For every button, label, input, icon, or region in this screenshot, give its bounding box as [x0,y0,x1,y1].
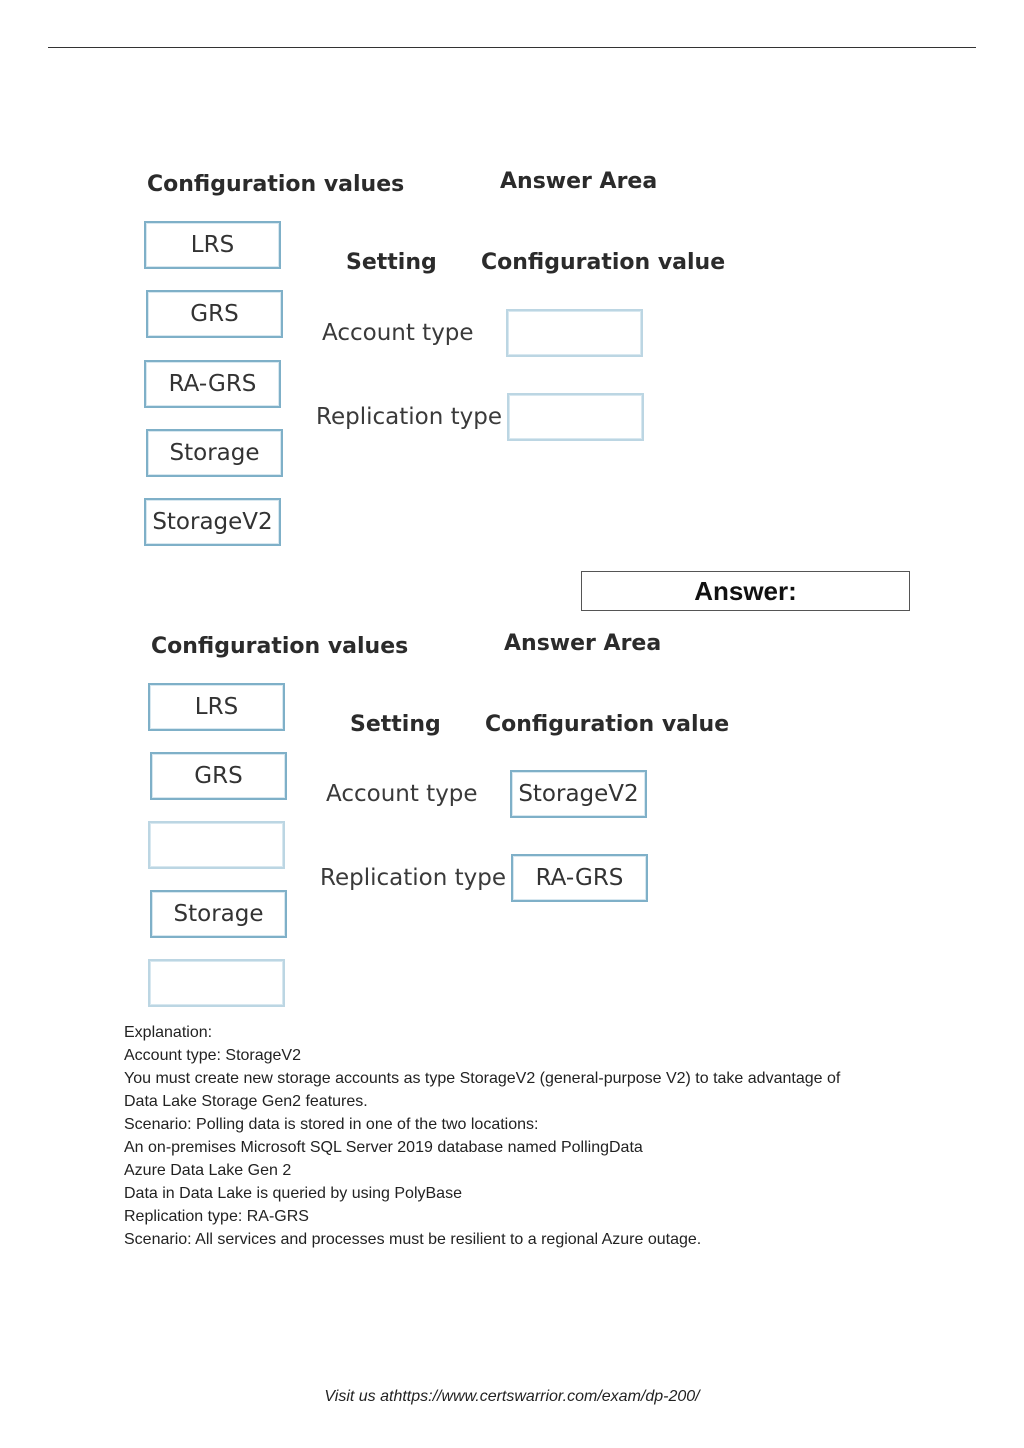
explanation-line: You must create new storage accounts as type StorageV2 (general-purpose V2) to take advantage of [124,1070,841,1087]
answer-config-values-heading: Configuration values [151,634,409,659]
value-tile-ra-grs[interactable]: RA-GRS [144,360,281,408]
explanation-line: Azure Data Lake Gen 2 [124,1162,292,1179]
answer-setting-header: Setting [350,712,441,737]
answer-value-tile-empty-1[interactable] [148,821,285,869]
answer-label-box: Answer: [581,571,910,611]
value-tile-storage[interactable]: Storage [146,429,283,477]
answer-setting-label-replication-type: Replication type [320,865,506,891]
explanation-line: Scenario: All services and processes must be resilient to a regional Azure outage. [124,1231,702,1248]
value-tile-storagev2[interactable]: StorageV2 [144,498,281,546]
explanation-text [124,1021,924,1251]
explanation-line: Data in Data Lake is queried by using PolyBase [124,1185,462,1202]
config-values-heading: Configuration values [147,172,405,197]
drop-slot-replication-type[interactable] [507,393,644,441]
drop-slot-account-type[interactable] [506,309,643,357]
explanation-line: An on-premises Microsoft SQL Server 2019 database named PollingData [124,1139,643,1156]
answer-answer-area-heading: Answer Area [504,631,662,656]
answer-slot-replication-type[interactable]: RA-GRS [511,854,648,902]
setting-label-account-type: Account type [322,320,474,346]
explanation-line: Explanation: [124,1024,213,1041]
answer-configuration-value-header: Configuration value [485,712,730,737]
footer-link-text[interactable]: Visit us athttps://www.certswarrior.com/exam/dp-200/ [324,1388,700,1405]
answer-value-tile-storage[interactable]: Storage [150,890,287,938]
value-tile-grs[interactable]: GRS [146,290,283,338]
setting-label-replication-type: Replication type [316,404,502,430]
answer-area-heading: Answer Area [500,169,658,194]
setting-header: Setting [346,250,437,275]
answer-setting-label-account-type: Account type [326,781,478,807]
explanation-line: Replication type: RA-GRS [124,1208,309,1225]
header-rule [48,47,976,48]
answer-value-tile-lrs[interactable]: LRS [148,683,285,731]
value-tile-lrs[interactable]: LRS [144,221,281,269]
explanation-line: Scenario: Polling data is stored in one of the two locations: [124,1116,539,1133]
answer-value-tile-grs[interactable]: GRS [150,752,287,800]
answer-value-tile-empty-2[interactable] [148,959,285,1007]
configuration-value-header: Configuration value [481,250,726,275]
explanation-line: Data Lake Storage Gen2 features. [124,1093,368,1110]
answer-slot-account-type[interactable]: StorageV2 [510,770,647,818]
explanation-line: Account type: StorageV2 [124,1047,301,1064]
